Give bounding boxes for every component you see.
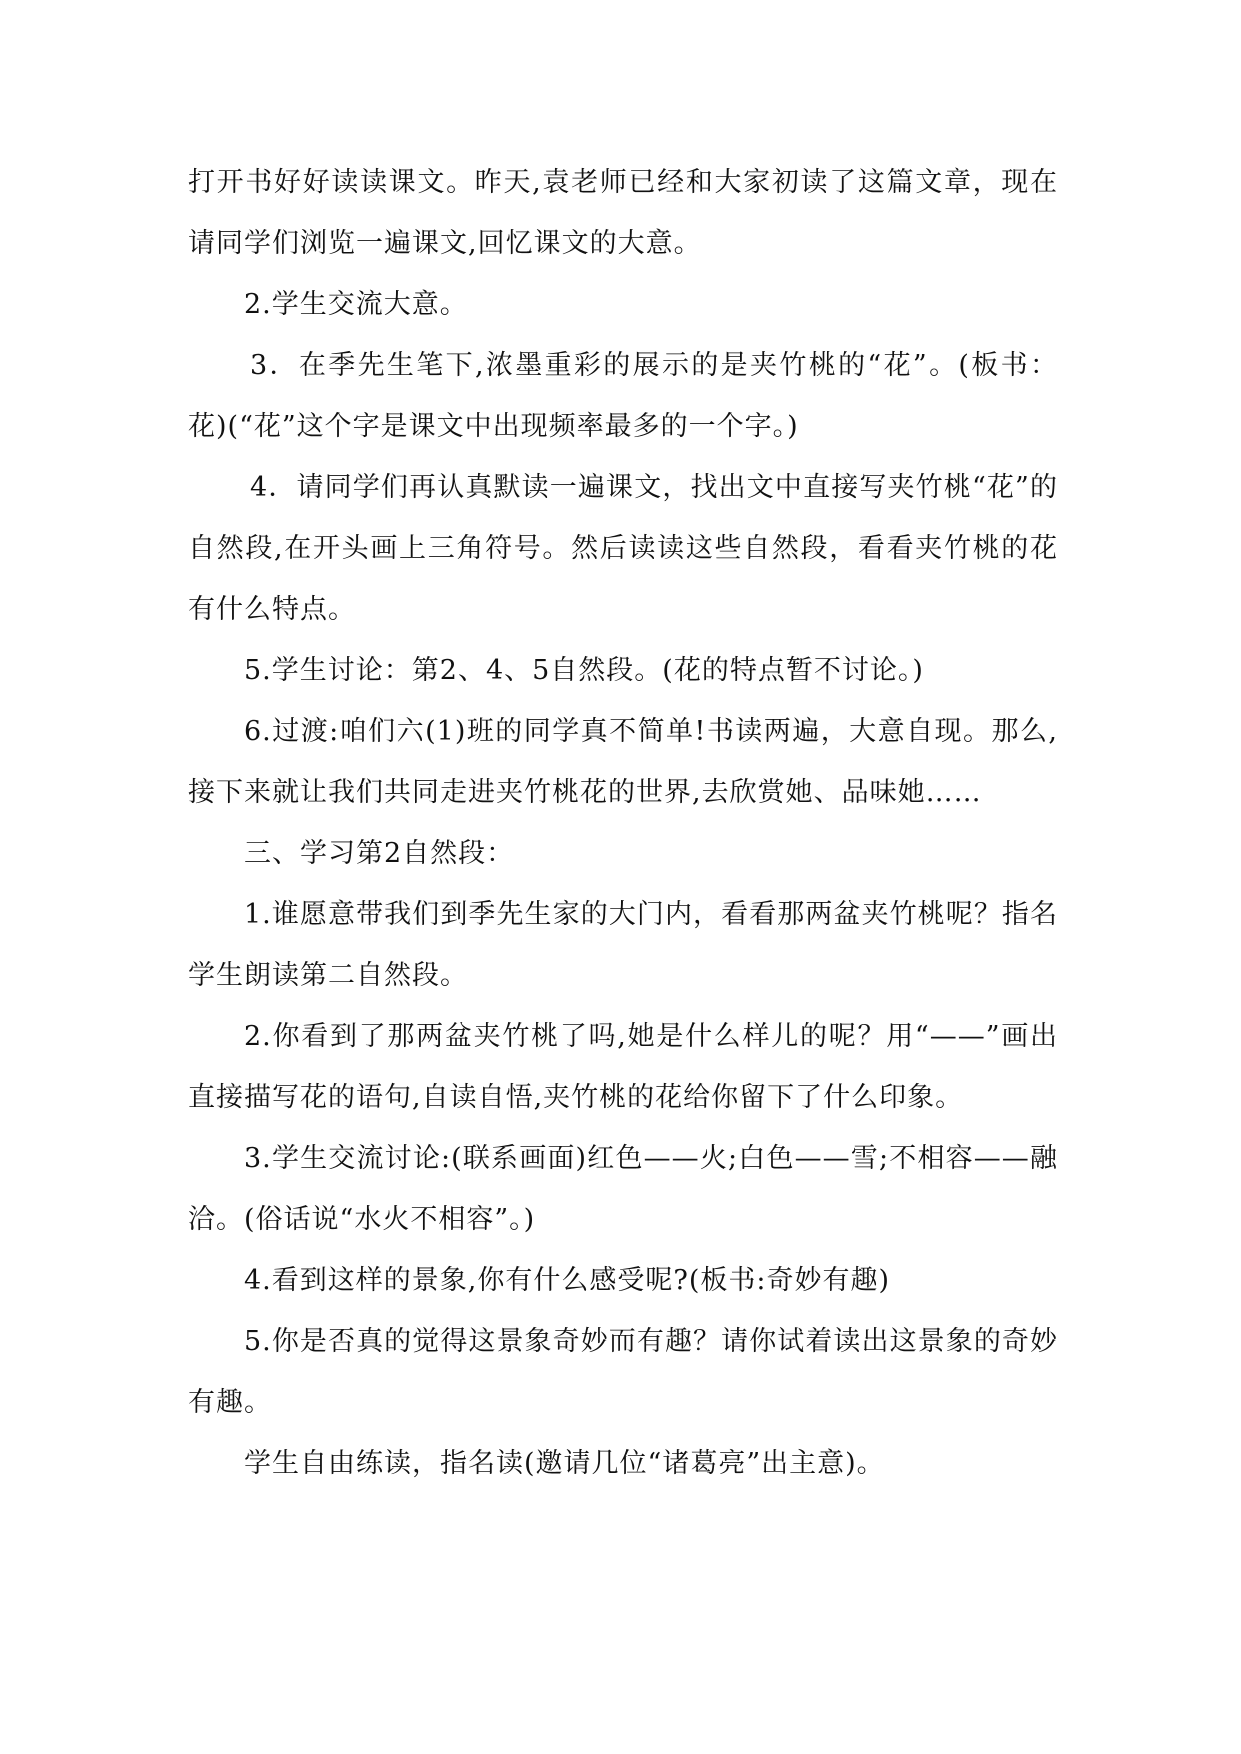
paragraph: 打开书好好读读课文。昨天,袁老师已经和大家初读了这篇文章，现在请同学们浏览一遍课文,回忆课文的大意。 xyxy=(188,167,1058,259)
paragraph: 4.看到这样的景象,你有什么感受呢?(板书:奇妙有趣) xyxy=(244,1265,890,1296)
paragraph: 3.学生交流讨论:(联系画面)红色——火;白色——雪;不相容——融洽。(俗话说“水火不相容”。) xyxy=(188,1143,1058,1235)
paragraph: 2.学生交流大意。 xyxy=(244,289,468,320)
paragraph: 1.谁愿意带我们到季先生家的大门内，看看那两盆夹竹桃呢？指名学生朗读第二自然段。 xyxy=(188,899,1058,991)
paragraph: 2.你看到了那两盆夹竹桃了吗,她是什么样儿的呢？用“——”画出直接描写花的语句,自读自悟,夹竹桃的花给你留下了什么印象。 xyxy=(188,1021,1058,1113)
paragraph: 6.过渡:咱们六(1)班的同学真不简单!书读两遍，大意自现。那么,接下来就让我们共同走进夹竹桃花的世界,去欣赏她、品味她…… xyxy=(188,716,1058,808)
paragraph: 4．请同学们再认真默读一遍课文，找出文中直接写夹竹桃“花”的自然段,在开头画上三角符号。然后读读这些自然段，看看夹竹桃的花有什么特点。 xyxy=(188,472,1058,625)
document-body xyxy=(188,152,1058,1494)
paragraph: 3．在季先生笔下,浓墨重彩的展示的是夹竹桃的“花”。(板书：花)(“花”这个字是课文中出现频率最多的一个字。) xyxy=(188,350,1058,442)
paragraph: 5.学生讨论：第2、4、5自然段。(花的特点暂不讨论。) xyxy=(244,655,924,686)
paragraph: 5.你是否真的觉得这景象奇妙而有趣？请你试着读出这景象的奇妙有趣。 xyxy=(188,1326,1058,1418)
section-heading: 三、学习第2自然段： xyxy=(244,838,515,869)
paragraph: 学生自由练读，指名读(邀请几位“诸葛亮”出主意)。 xyxy=(244,1448,885,1479)
